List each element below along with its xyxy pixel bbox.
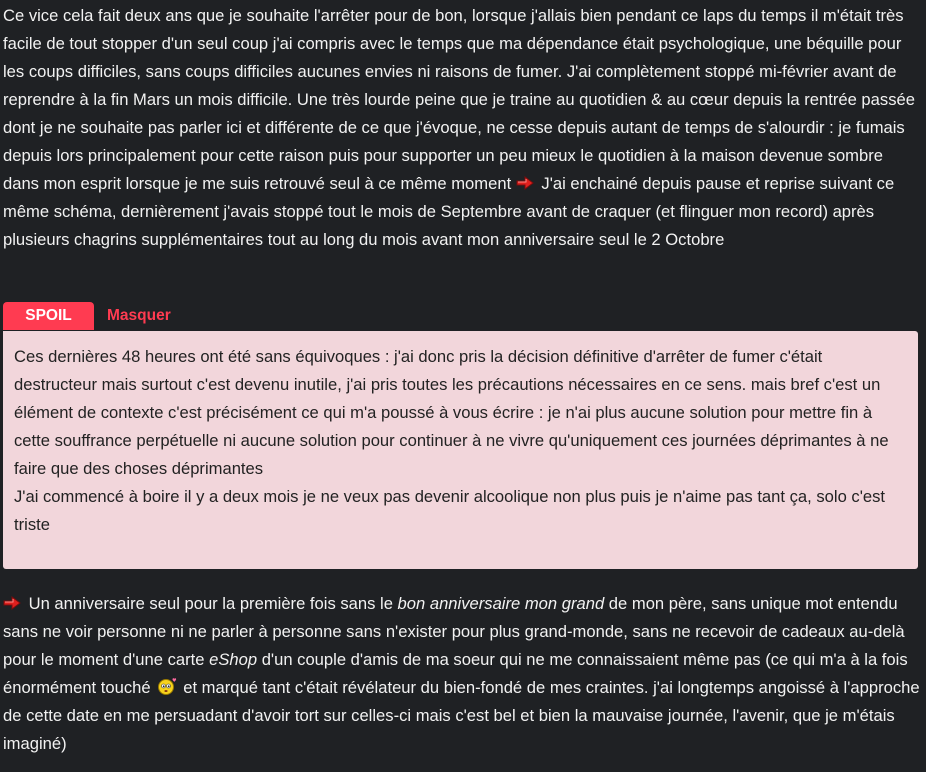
spoiler-header	[3, 302, 171, 330]
red-right-arrow-icon	[3, 596, 21, 610]
hide-spoiler-link[interactable]: Masquer	[107, 307, 171, 324]
post-paragraph-2-text-b: de mon père, sans unique mot entendu sans ne voir personne ni ne parler à personne sans n'exister pour plus grand-monde, sans ne recevoir de cadeaux au-delà pour le moment d'une carte	[3, 594, 905, 669]
spoil-button[interactable]: SPOIL	[3, 302, 94, 330]
spoiler-content	[3, 331, 918, 569]
spoiler-paragraph-1: Ces dernières 48 heures ont été sans équivoques : j'ai donc pris la décision définitive d'arrêter de fumer c'était destructeur mais surtout c'est devenu inutile, j'ai pris toutes les précautions nécessaires en ce sens. mais bref c'est un élément de contexte c'est précisément ce qui m'a poussé à vous écrire : je n'ai plus aucune solution pour mettre fin à cette souffrance perpétuelle ni aucune solution pour continuer à ne vivre qu'uniquement ces journées déprimantes à ne faire que des choses déprimantes	[14, 347, 889, 478]
post-paragraph-2-text-d: et marqué tant c'était révélateur du bien-fondé de mes craintes. j'ai longtemps angoissé à l'approche de cette date en me persuadant d'avoir tort sur celles-ci mais c'est bel et bien la mauvaise journée, l'avenir, que je m'étais imaginé)	[3, 678, 920, 753]
post-paragraph-2	[3, 590, 921, 758]
post-paragraph-1-continuation: J'ai enchainé depuis pause et reprise suivant ce même schéma, dernièrement j'avais stoppé tout le mois de Septembre avant de craquer (et flinguer mon record) après plusieurs chagrins supplémentaires tout au long du mois avant mon anniversaire seul le 2 Octobre	[3, 174, 895, 249]
post-paragraph-1-text: Ce vice cela fait deux ans que je souhaite l'arrêter pour de bon, lorsque j'allais bien pendant ce laps du temps il m'était très facile de tout stopper d'un seul coup j'ai compris avec le temps que ma dépendance était psychologique, une béquille pour les coups difficiles, sans coups difficiles aucunes envies ni raisons de fumer. J'ai complètement stoppé mi-février avant de reprendre à la fin Mars un mois difficile. Une très lourde peine que je traine au quotidien & au cœur depuis la rentrée passée dont je ne souhaite pas parler ici et différente de ce que j'évoque, ne cesse depuis autant de temps de s'alourdir : je fumais depuis lors principalement pour cette raison puis pour supporter un peu mieux le quotidien à la maison devenue sombre dans mon esprit lorsque je me suis retrouvé seul à ce même moment	[3, 6, 915, 193]
red-right-arrow-icon	[516, 176, 534, 190]
blushing-smiley-icon	[157, 676, 177, 696]
eshop-word: eShop	[209, 650, 258, 669]
quoted-phrase: bon anniversaire mon grand	[397, 594, 605, 613]
post-paragraph-1	[3, 2, 921, 254]
spoiler-paragraph-2: J'ai commencé à boire il y a deux mois je ne veux pas devenir alcoolique non plus puis je n'aime pas tant ça, solo c'est triste	[14, 487, 886, 534]
post-paragraph-2-text-c: d'un couple d'amis de ma soeur qui ne me connaissaient même pas (ce qui m'a à la fois énormément touché	[3, 650, 908, 697]
post-paragraph-2-text-a: Un anniversaire seul pour la première fois sans le	[24, 594, 398, 613]
